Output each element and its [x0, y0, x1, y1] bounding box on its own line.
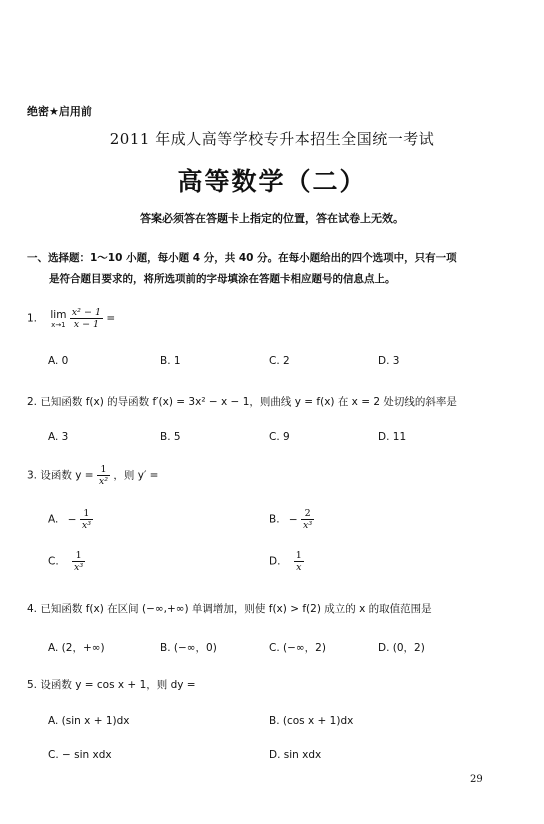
- section-instructions: [27, 248, 457, 290]
- answer-notice: 答案必须答在答题卡上指定的位置，答在试卷上无效。: [140, 212, 404, 225]
- confidential-label: 绝密★启用前: [27, 105, 92, 118]
- q3-option-b: B. − $\frac{2}{\text{x³}}$: [269, 508, 313, 531]
- q1-option-c: C. 2: [269, 355, 290, 367]
- q4-option-b: B. (−∞，0): [160, 642, 217, 654]
- q3-option-d: D. $\frac{1}{x}$: [269, 550, 302, 573]
- question-5: 5. 设函数 y = cos x + 1，则 dy =: [27, 679, 196, 691]
- q2-option-c: C. 9: [269, 431, 290, 443]
- q2-option-d: D. 11: [378, 431, 407, 443]
- question-3: 3. 设函数 y = $\frac{1}{\text{x²}}$ ，则 y′ =: [27, 464, 159, 487]
- q4-option-c: C. (−∞，2): [269, 642, 326, 654]
- section-line-2: 是符合题目要求的，将所选项前的字母填涂在答题卡相应题号的信息点上。: [49, 273, 396, 285]
- q3-option-c: C. $\frac{1}{\text{x³}}$: [48, 550, 84, 573]
- q4-option-d: D. (0，2): [378, 642, 425, 654]
- question-4: 4. 已知函数 f(x) 在区间 (−∞,+∞) 单调增加，则使 f(x) > f(2) 成立的 x 的取值范围是: [27, 603, 432, 615]
- q1-option-b: B. 1: [160, 355, 181, 367]
- subject-title: 高等数学（二）: [177, 167, 367, 196]
- q5-option-d: D. sin xdx: [269, 749, 322, 761]
- page-number: 29: [470, 774, 483, 785]
- q3-fraction: $\frac{1}{\text{x²}}$: [98, 464, 109, 487]
- q4-option-a: A. (2，+∞): [48, 642, 105, 654]
- q1-fraction: $\frac{\text{x² − 1}}{x - 1}$: [71, 307, 102, 330]
- q5-option-a: A. (sin x + 1)dx: [48, 715, 130, 727]
- q1-option-d: D. 3: [378, 355, 400, 367]
- q3-option-a: A. − $\frac{1}{\text{x³}}$: [48, 508, 92, 531]
- q5-option-c: C. − sin xdx: [48, 749, 112, 761]
- q1-option-a: A. 0: [48, 355, 69, 367]
- question-1: 1. lim x→1 $\frac{\text{x² − 1}}{x - 1}$ =: [27, 307, 116, 330]
- question-2: 2. 已知函数 f(x) 的导函数 f′(x) = 3x² − x − 1，则曲线 y = f(x) 在 x = 2 处切线的斜率是: [27, 396, 457, 408]
- q2-option-a: A. 3: [48, 431, 69, 443]
- exam-title: 2011 年成人高等学校专升本招生全国统一考试: [109, 130, 435, 148]
- q2-option-b: B. 5: [160, 431, 181, 443]
- section-line-1: 一、选择题：1～10 小题，每小题 4 分，共 40 分。在每小题给出的四个选项中，只有一项: [27, 252, 457, 264]
- q1-limit: lim x→1: [50, 308, 67, 329]
- q5-option-b: B. (cos x + 1)dx: [269, 715, 354, 727]
- q1-number: 1.: [27, 312, 38, 325]
